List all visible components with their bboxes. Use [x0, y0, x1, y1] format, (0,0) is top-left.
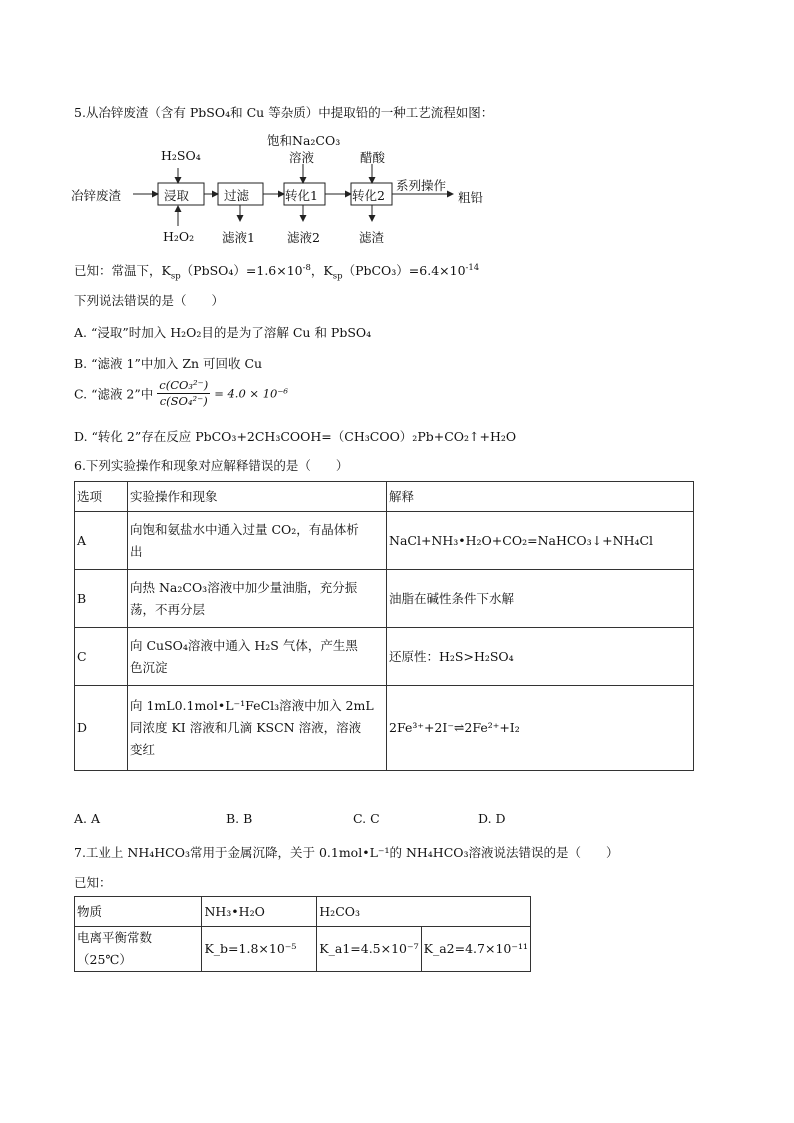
flow-filtrate1: 滤液1	[222, 230, 255, 245]
flow-reagent-na2co3: 饱和Na₂CO₃	[267, 133, 341, 148]
flow-box4-label: 转化2	[352, 188, 385, 203]
flow-box3-label: 转化1	[285, 188, 318, 203]
flow-box1-label: 浸取	[164, 188, 190, 203]
row-operation: 向 1mL0.1mol•L⁻¹FeCl₃溶液中加入 2mL 同浓度 KI 溶液和几滴 KSCN 溶液，溶液 变红	[128, 686, 387, 771]
q5-option-a: A. “浸取”时加入 H₂O₂目的是为了溶解 Cu 和 PbSO₄	[74, 325, 372, 340]
option-c-fraction: $\frac{\text{c(CO₃²⁻)}}{\text{c(SO₄²⁻)}}$	[159, 378, 209, 408]
row-explanation: 油脂在碱性条件下水解	[387, 570, 694, 628]
header-nh3h2o: NH₃•H₂O	[202, 897, 317, 927]
flow-reagent-solution: 溶液	[289, 150, 315, 165]
table-header-row	[75, 897, 531, 927]
table-row	[75, 686, 694, 771]
table-row	[75, 628, 694, 686]
q7-table	[74, 896, 531, 972]
q5-option-d: D. “转化 2”存在反应 PbCO₃+2CH₃COOH=（CH₃COO）₂Pb+CO₂↑+H₂O	[74, 429, 517, 444]
q5-question: 下列说法错误的是（ ）	[74, 293, 225, 308]
table-row	[75, 927, 531, 972]
q6-table	[74, 481, 694, 771]
table-header-row	[75, 482, 694, 512]
flow-residue: 滤渣	[359, 230, 385, 245]
flow-reagent-h2so4: H₂SO₄	[161, 148, 201, 163]
row-option: D	[75, 686, 128, 771]
header-option: 选项	[75, 482, 128, 512]
q7-title: 7.工业上 NH₄HCO₃常用于金属沉降，关于 0.1mol•L⁻¹的 NH₄HCO₃溶液说法错误的是（ ）	[74, 845, 619, 860]
row-explanation: 还原性：H₂S>H₂SO₄	[387, 628, 694, 686]
row-operation: 向 CuSO₄溶液中通入 H₂S 气体，产生黑 色沉淀	[128, 628, 387, 686]
q5-known: 已知：常温下，$K_{sp}(PbSO_4)=1.6\times 10^{-8}$，$K_{sp}(PbCO_3)=6.4\times 10^{-14}$	[74, 262, 480, 282]
row-label-constant: 电离平衡常数（25℃）	[75, 927, 202, 972]
row-operation: 向热 Na₂CO₃溶液中加少量油脂，充分振 荡，不再分层	[128, 570, 387, 628]
table-row	[75, 570, 694, 628]
q6-title: 6.下列实验操作和现象对应解释错误的是（ ）	[74, 458, 349, 473]
flow-reagent-h2o2: H₂O₂	[163, 229, 195, 244]
q5-option-c: C. “滤液 2”中 $\frac{\text{c(CO₃²⁻)}}{\text{c(SO₄²⁻)}}$ = 4.0 × 10⁻⁶	[74, 378, 289, 408]
cell-kb: K_b=1.8×10⁻⁵	[202, 927, 317, 972]
table-row	[75, 512, 694, 570]
header-substance: 物质	[75, 897, 202, 927]
q5-option-b: B. “滤液 1”中加入 Zn 可回收 Cu	[74, 356, 263, 371]
q6-answer-d: D. D	[478, 811, 506, 826]
q7-known: 已知：	[74, 875, 112, 890]
row-option: C	[75, 628, 128, 686]
cell-ka2: K_a2=4.7×10⁻¹¹	[421, 927, 530, 972]
flow-filtrate2: 滤液2	[287, 230, 320, 245]
row-option: A	[75, 512, 128, 570]
row-explanation: 2Fe³⁺+2I⁻⇌2Fe²⁺+I₂	[387, 686, 694, 771]
header-explanation: 解释	[387, 482, 694, 512]
flow-product: 粗铅	[458, 190, 484, 205]
flow-box2-label: 过滤	[224, 188, 250, 203]
flow-reagent-acetic: 醋酸	[360, 150, 386, 165]
header-operation: 实验操作和现象	[128, 482, 387, 512]
q5-title: 5.从冶锌废渣（含有 PbSO₄和 Cu 等杂质）中提取铅的一种工艺流程如图：	[74, 105, 494, 120]
row-operation: 向饱和氨盐水中通入过量 CO₂，有晶体析 出	[128, 512, 387, 570]
q6-answer-a: A. A	[74, 811, 101, 826]
row-explanation: NaCl+NH₃•H₂O+CO₂=NaHCO₃↓+NH₄Cl	[387, 512, 694, 570]
q6-answer-b: B. B	[226, 811, 253, 826]
row-option: B	[75, 570, 128, 628]
cell-ka1: K_a1=4.5×10⁻⁷	[317, 927, 421, 972]
flow-source: 冶锌废渣	[71, 188, 122, 203]
flow-series-op: 系列操作	[396, 178, 447, 193]
q6-answer-c: C. C	[353, 811, 380, 826]
header-h2co3: H₂CO₃	[317, 897, 531, 927]
